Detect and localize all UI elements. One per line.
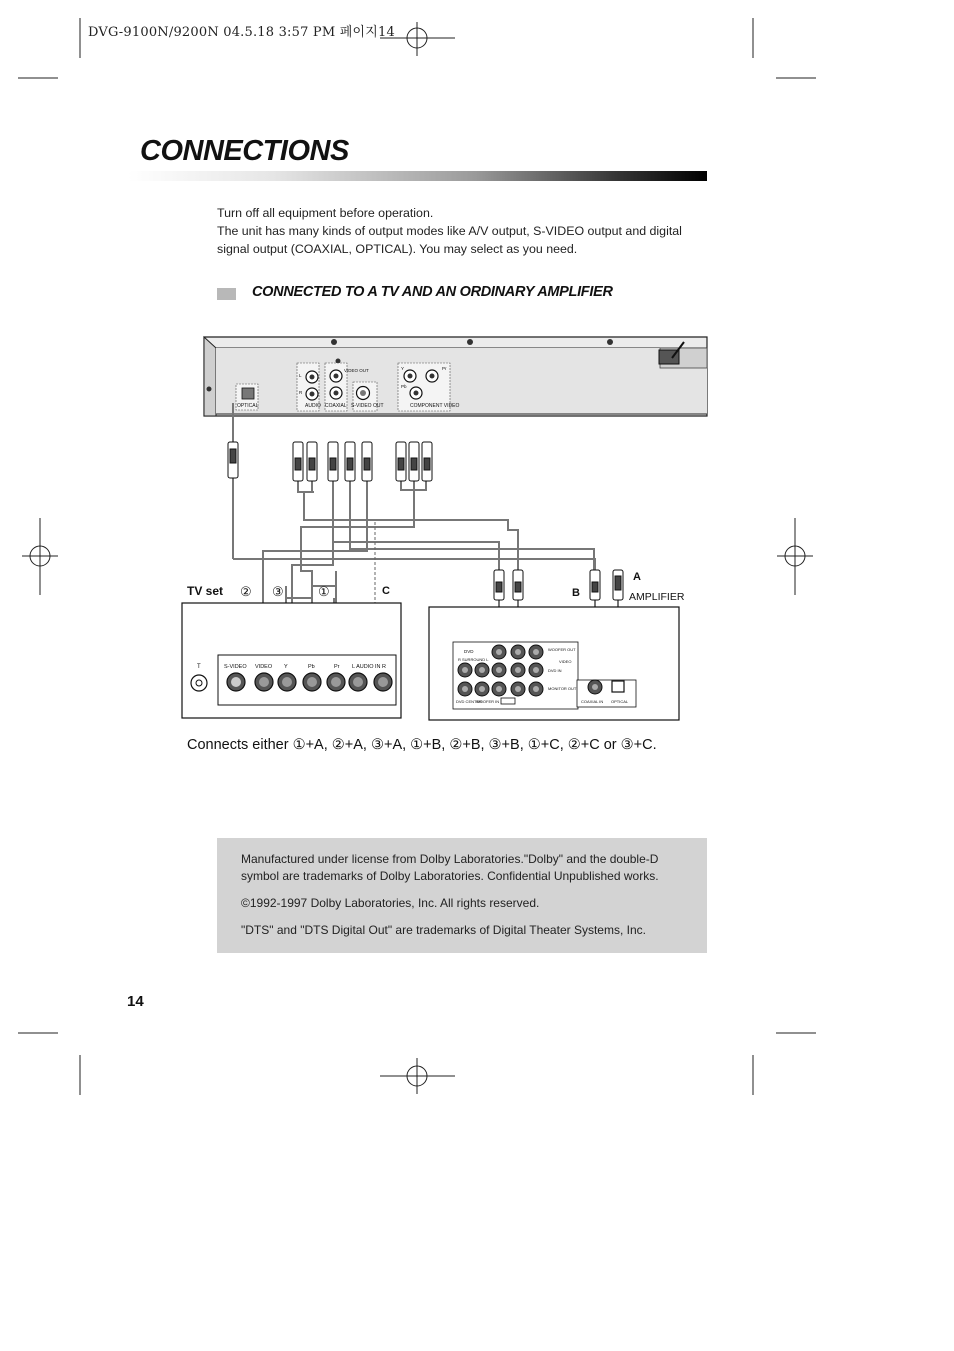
player-svideo-label: S-VIDEO OUT (351, 403, 384, 409)
tv-set-panel (182, 603, 401, 718)
marker-2: ② (240, 584, 252, 599)
title-gradient-bar (128, 171, 707, 181)
page-number: 14 (127, 993, 144, 1010)
player-audio-label: AUDIO (305, 403, 321, 409)
amp-surround-label: R SURROUND L (458, 657, 489, 662)
tv-audio-in-label: L AUDIO IN R (352, 664, 387, 670)
tv-svideo-label: S-VIDEO (224, 664, 247, 670)
print-header: DVG-9100N/9200N 04.5.18 3:57 PM 페이지14 (88, 25, 395, 40)
amp-monitor-out-label: MONITOR OUT (548, 686, 577, 691)
tv-pr-label: Pr (334, 664, 340, 670)
player-pr-label: Pr (442, 366, 447, 371)
tv-t-label: T (197, 664, 201, 670)
dvd-player-rear-panel (204, 337, 707, 416)
player-component-label: COMPONENT VIDEO (410, 403, 460, 409)
tv-y-label: Y (284, 664, 288, 670)
marker-3: ③ (272, 584, 284, 599)
player-l-label: L (299, 373, 302, 378)
amp-dvd-in-label: DVD IN (548, 668, 562, 673)
player-video-out-label: VIDEO OUT (344, 368, 369, 373)
section-subheading: CONNECTED TO A TV AND AN ORDINARY AMPLIFIER (252, 284, 613, 300)
amp-video-label: VIDEO (559, 659, 572, 664)
legal-dts-text: "DTS" and "DTS Digital Out" are trademarks of Digital Theater Systems, Inc. (241, 923, 646, 937)
tv-pb-label: Pb (308, 664, 315, 670)
amp-optical-label: OPTICAL (611, 699, 629, 704)
amplifier-panel (429, 607, 679, 720)
legal-dolby-text: Manufactured under license from Dolby Laboratories."Dolby" and the double-D symbol are trademarks of Dolby Laboratories. Confidential Unpublished works. (241, 852, 659, 883)
marker-c: C (382, 585, 390, 597)
intro-line-1: Turn off all equipment before operation. (217, 206, 434, 220)
connection-diagram (170, 330, 710, 725)
player-plugs (228, 442, 432, 481)
intro-line-2: The unit has many kinds of output modes like A/V output, S-VIDEO output and digital signal output (COAXIAL, OPTICAL). You may select as you need. (217, 224, 682, 256)
connection-options-text: Connects either ①+A, ②+A, ③+A, ①+B, ②+B, ③+B, ①+C, ②+C or ③+C. (187, 737, 657, 753)
player-r-label: R (299, 390, 303, 395)
tv-video-label: VIDEO (255, 664, 273, 670)
intro-text (217, 204, 707, 258)
dashed-audio-link (358, 522, 383, 611)
page-title: CONNECTIONS (140, 135, 349, 167)
marker-b: B (572, 587, 580, 599)
subheading-marker (217, 288, 236, 300)
legal-copyright-text: ©1992-1997 Dolby Laboratories, Inc. All rights reserved. (241, 896, 540, 910)
tv-set-label: TV set (187, 584, 224, 598)
player-optical-label: OPTICAL (237, 403, 259, 409)
amp-woofer-in-label: WOOFER IN (476, 699, 500, 704)
player-pb-label: Pb (401, 384, 407, 389)
player-coaxial-label: COAXIAL (325, 403, 347, 409)
amp-dvd-center-label: DVD CENTER (456, 699, 483, 704)
amp-woofer-out-label: WOOFER OUT (548, 647, 576, 652)
amp-coaxial-in-label: COAXIAL IN (581, 699, 604, 704)
marker-a: A (633, 571, 641, 583)
legal-notice-box (217, 838, 707, 953)
marker-1: ① (318, 584, 330, 599)
player-y-label: Y (401, 366, 405, 371)
amplifier-label: AMPLIFIER (629, 591, 685, 603)
amp-dvd-label: DVD (464, 649, 474, 654)
